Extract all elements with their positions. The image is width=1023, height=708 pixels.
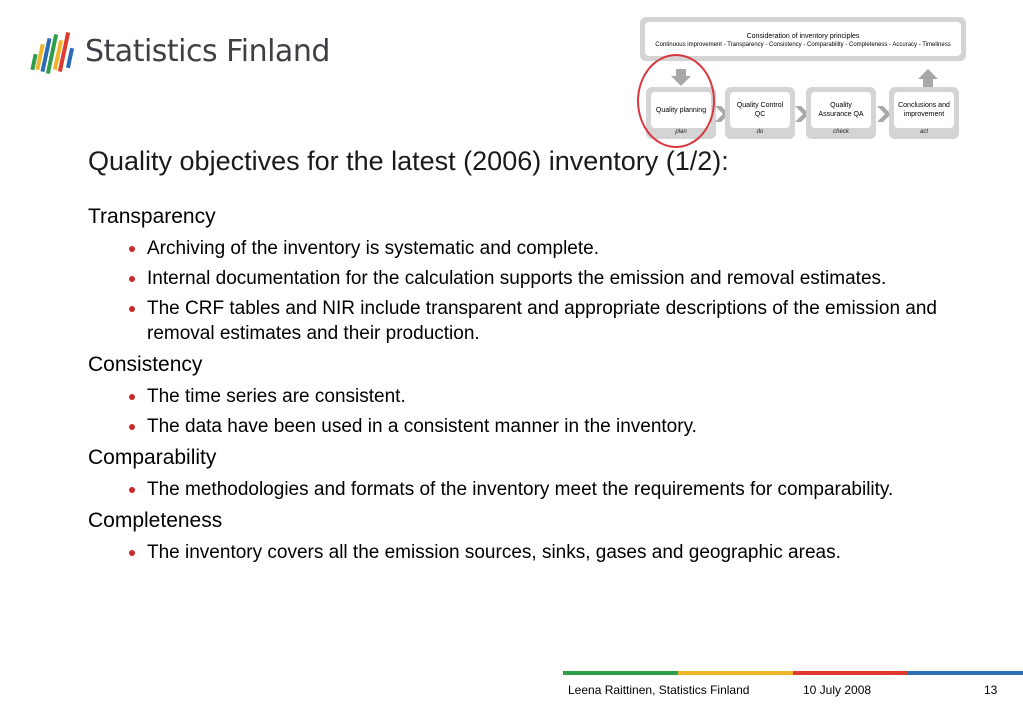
bullet-text: The methodologies and formats of the inventory meet the requirements for comparability. xyxy=(147,479,894,500)
step-phase: check xyxy=(833,129,849,135)
bullet-list xyxy=(88,384,968,439)
bullet-dot xyxy=(129,246,135,252)
section-heading: Transparency xyxy=(88,205,216,228)
slide-content xyxy=(88,204,968,571)
section-heading: Completeness xyxy=(88,509,223,532)
bullet-dot xyxy=(129,306,135,312)
bullet-item xyxy=(88,477,968,502)
bullet-item xyxy=(88,296,968,346)
section-consistency xyxy=(88,352,968,439)
bullet-item xyxy=(88,414,968,439)
bullet-dot xyxy=(129,394,135,400)
principles-inner xyxy=(645,22,961,56)
slide-title: Quality objectives for the latest (2006) inventory (1/2): xyxy=(88,146,729,176)
principles-list: Continuous improvement - Transparency - Consistency - Comparability - Completeness - Accuracy - Timeliness xyxy=(655,42,951,48)
footer-bar-blue xyxy=(908,671,1023,675)
section-transparency xyxy=(88,204,968,346)
footer-bar-red xyxy=(793,671,908,675)
step-label: Conclusions and improvement xyxy=(894,92,954,128)
bullet-item xyxy=(88,540,968,565)
bullet-text: The CRF tables and NIR include transparent and appropriate descriptions of the emission and removal estimates and their production. xyxy=(147,298,937,344)
bullet-text: The time series are consistent. xyxy=(147,386,406,407)
bullet-dot xyxy=(129,487,135,493)
step-quality-control xyxy=(725,87,795,139)
bullet-text: Internal documentation for the calculation supports the emission and removal estimates. xyxy=(147,268,887,289)
principles-title: Consideration of inventory principles xyxy=(746,33,860,40)
arrow-up-icon xyxy=(917,69,939,87)
quality-process-diagram xyxy=(637,14,969,142)
logo-bars-icon xyxy=(30,30,78,86)
footer-page-number: 13 xyxy=(984,683,998,697)
bullet-item xyxy=(88,236,968,261)
bullet-item xyxy=(88,266,968,291)
footer-date: 10 July 2008 xyxy=(803,683,872,697)
footer-bar-yellow xyxy=(678,671,793,675)
principles-box xyxy=(640,17,966,61)
section-completeness xyxy=(88,508,968,565)
bullet-list xyxy=(88,236,968,346)
bullet-list xyxy=(88,540,968,565)
step-label: Quality Assurance QA xyxy=(811,92,871,128)
footer-author: Leena Raittinen, Statistics Finland xyxy=(568,683,750,697)
bullet-item xyxy=(88,384,968,409)
footer-bar-green xyxy=(563,671,678,675)
bullet-text: The data have been used in a consistent manner in the inventory. xyxy=(147,416,697,437)
step-phase: do xyxy=(756,129,764,135)
section-heading: Comparability xyxy=(88,446,217,469)
bullet-dot xyxy=(129,276,135,282)
highlight-circle xyxy=(637,54,715,148)
bullet-list xyxy=(88,477,968,502)
section-heading: Consistency xyxy=(88,353,203,376)
step-phase: plan xyxy=(675,129,687,135)
bullet-text: Archiving of the inventory is systematic and complete. xyxy=(147,238,599,259)
step-label: Quality planning xyxy=(651,92,711,128)
bullet-dot xyxy=(129,550,135,556)
step-phase: act xyxy=(919,129,928,135)
step-quality-assurance xyxy=(806,87,876,139)
logo-text: Statistics Finland xyxy=(85,34,330,69)
bullet-dot xyxy=(129,424,135,430)
step-conclusions-improvement xyxy=(889,87,959,139)
bullet-text: The inventory covers all the emission sources, sinks, gases and geographic areas. xyxy=(147,542,841,563)
section-comparability xyxy=(88,445,968,502)
step-label: Quality Control QC xyxy=(730,92,790,128)
